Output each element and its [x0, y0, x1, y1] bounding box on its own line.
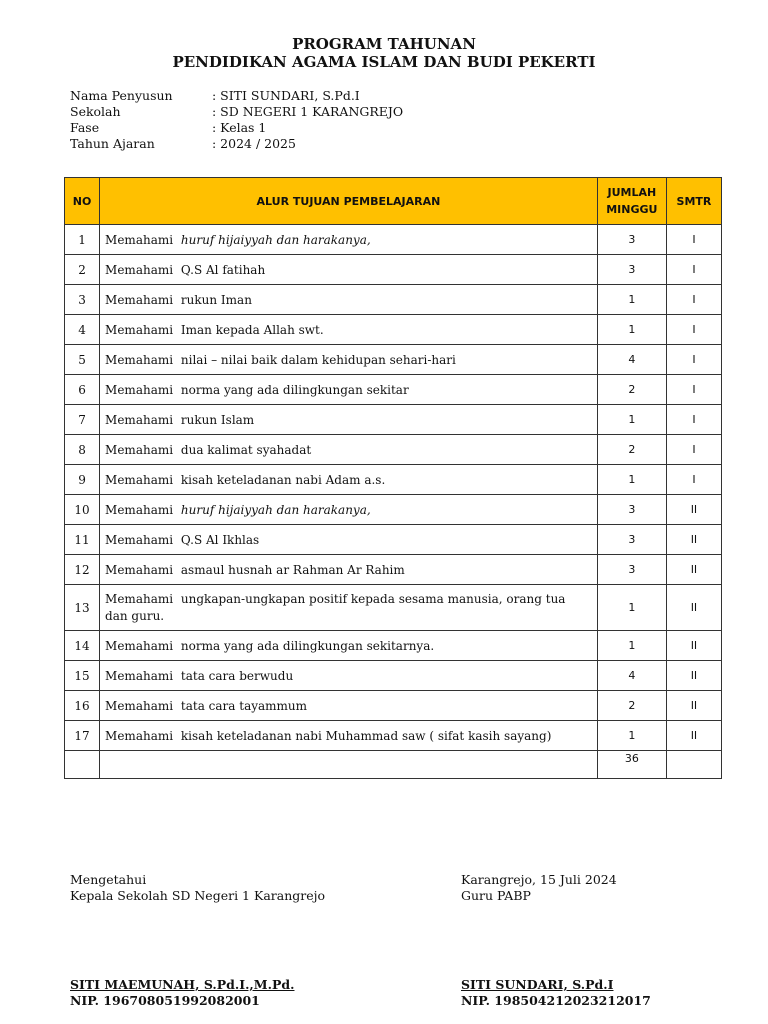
- row-semester: II: [666, 721, 721, 751]
- row-topic: Q.S Al fatihah: [180, 262, 266, 277]
- row-topic: Iman kepada Allah swt.: [180, 322, 324, 337]
- row-number: 5: [65, 345, 100, 375]
- row-topic: huruf hijaiyyah dan harakanya,: [180, 232, 371, 247]
- row-semester: II: [666, 631, 721, 661]
- right-signer-nip: NIP. 198504212023212017: [461, 993, 651, 1008]
- row-prefix: Memahami: [105, 412, 174, 427]
- left-caption: Mengetahui: [70, 872, 147, 887]
- row-description: [100, 495, 598, 525]
- row-semester: I: [666, 465, 721, 495]
- row-prefix: Memahami: [105, 638, 174, 653]
- row-number: 2: [65, 255, 100, 285]
- row-prefix: Memahami: [105, 232, 174, 247]
- table-row: [65, 405, 722, 435]
- row-prefix: Memahami: [105, 472, 174, 487]
- row-jumlah-minggu: 2: [597, 691, 666, 721]
- row-number: 14: [65, 631, 100, 661]
- total-empty-smtr: [666, 751, 721, 779]
- row-description: [100, 721, 598, 751]
- row-prefix: Memahami: [105, 562, 174, 577]
- document-subtitle: PENDIDIKAN AGAMA ISLAM DAN BUDI PEKERTI: [172, 53, 596, 71]
- row-topic: ungkapan-ungkapan positif kepada sesama manusia, orang tua dan guru.: [105, 591, 566, 623]
- row-semester: II: [666, 495, 721, 525]
- row-topic: tata cara berwudu: [180, 668, 294, 683]
- header-no: NO: [65, 178, 100, 225]
- meta-label: Nama Penyusun: [70, 88, 173, 103]
- meta-row: [70, 88, 403, 104]
- meta-label: Tahun Ajaran: [70, 136, 155, 151]
- row-description: [100, 375, 598, 405]
- row-number: 8: [65, 435, 100, 465]
- row-description: [100, 555, 598, 585]
- table-row: [65, 661, 722, 691]
- row-number: 6: [65, 375, 100, 405]
- row-topic: nilai – nilai baik dalam kehidupan sehari-hari: [180, 352, 456, 367]
- right-signer-name: SITI SUNDARI, S.Pd.I: [461, 977, 614, 992]
- table-row: [65, 691, 722, 721]
- row-number: 3: [65, 285, 100, 315]
- row-jumlah-minggu: 3: [597, 495, 666, 525]
- row-prefix: Memahami: [105, 698, 174, 713]
- row-number: 17: [65, 721, 100, 751]
- table-row: [65, 375, 722, 405]
- row-jumlah-minggu: 3: [597, 555, 666, 585]
- table-row: [65, 555, 722, 585]
- row-prefix: Memahami: [105, 352, 174, 367]
- row-semester: II: [666, 555, 721, 585]
- total-empty-desc: [100, 751, 598, 779]
- meta-label: Fase: [70, 120, 100, 135]
- row-prefix: Memahami: [105, 532, 174, 547]
- table-body: [65, 225, 722, 779]
- row-topic: Q.S Al Ikhlas: [180, 532, 260, 547]
- row-jumlah-minggu: 2: [597, 375, 666, 405]
- row-description: [100, 285, 598, 315]
- table-row: [65, 435, 722, 465]
- row-prefix: Memahami: [105, 442, 174, 457]
- row-jumlah-minggu: 3: [597, 225, 666, 255]
- table-row: [65, 525, 722, 555]
- row-description: [100, 345, 598, 375]
- table-row: [65, 465, 722, 495]
- meta-row: [70, 104, 403, 120]
- row-jumlah-minggu: 1: [597, 585, 666, 631]
- header-semester: SMTR: [666, 178, 721, 225]
- row-prefix: Memahami: [105, 382, 174, 397]
- row-topic: asmaul husnah ar Rahman Ar Rahim: [180, 562, 405, 577]
- signature-right-name-block: [461, 977, 651, 1009]
- meta-value: : Kelas 1: [212, 120, 267, 135]
- row-prefix: Memahami: [105, 591, 174, 606]
- meta-row: [70, 120, 403, 136]
- row-description: [100, 405, 598, 435]
- table-row: [65, 345, 722, 375]
- meta-value: : SITI SUNDARI, S.Pd.I: [212, 88, 360, 103]
- row-number: 13: [65, 585, 100, 631]
- left-position: Kepala Sekolah SD Negeri 1 Karangrejo: [70, 888, 326, 903]
- table-row: [65, 631, 722, 661]
- row-topic: rukun Iman: [180, 292, 252, 307]
- header-jumlah-line1: JUMLAH: [607, 186, 657, 199]
- meta-info: [70, 88, 403, 152]
- row-number: 9: [65, 465, 100, 495]
- row-semester: I: [666, 375, 721, 405]
- row-jumlah-minggu: 1: [597, 315, 666, 345]
- row-topic: huruf hijaiyyah dan harakanya,: [180, 502, 371, 517]
- row-jumlah-minggu: 1: [597, 721, 666, 751]
- table-row: [65, 721, 722, 751]
- right-place-date: Karangrejo, 15 Juli 2024: [461, 872, 617, 887]
- signature-left-name-block: [70, 977, 294, 1009]
- row-jumlah-minggu: 3: [597, 255, 666, 285]
- row-semester: II: [666, 661, 721, 691]
- row-description: [100, 225, 598, 255]
- row-prefix: Memahami: [105, 668, 174, 683]
- row-jumlah-minggu: 1: [597, 631, 666, 661]
- row-number: 16: [65, 691, 100, 721]
- row-description: [100, 691, 598, 721]
- row-topic: kisah keteladanan nabi Muhammad saw ( sifat kasih sayang): [180, 728, 552, 743]
- row-semester: I: [666, 225, 721, 255]
- row-prefix: Memahami: [105, 322, 174, 337]
- table-row: [65, 285, 722, 315]
- meta-value: : SD NEGERI 1 KARANGREJO: [212, 104, 404, 119]
- table-header-row: [65, 178, 722, 225]
- document-title: PROGRAM TAHUNAN: [292, 35, 476, 53]
- row-semester: I: [666, 345, 721, 375]
- row-semester: II: [666, 525, 721, 555]
- header-jumlah-line2: MINGGU: [606, 203, 658, 216]
- table-row: [65, 495, 722, 525]
- row-topic: norma yang ada dilingkungan sekitar: [180, 382, 409, 397]
- row-semester: I: [666, 285, 721, 315]
- row-topic: rukun Islam: [180, 412, 255, 427]
- row-number: 10: [65, 495, 100, 525]
- total-empty-no: [65, 751, 100, 779]
- meta-value: : 2024 / 2025: [212, 136, 296, 151]
- row-prefix: Memahami: [105, 262, 174, 277]
- row-jumlah-minggu: 1: [597, 405, 666, 435]
- signature-left-block: [70, 872, 325, 904]
- row-jumlah-minggu: 2: [597, 435, 666, 465]
- row-description: [100, 661, 598, 691]
- row-semester: II: [666, 691, 721, 721]
- row-jumlah-minggu: 1: [597, 465, 666, 495]
- row-description: [100, 525, 598, 555]
- row-description: [100, 255, 598, 285]
- row-description: [100, 435, 598, 465]
- table-row: [65, 315, 722, 345]
- table-total-row: [65, 751, 722, 779]
- row-jumlah-minggu: 4: [597, 345, 666, 375]
- header-jumlah-minggu: [597, 178, 666, 225]
- row-jumlah-minggu: 4: [597, 661, 666, 691]
- total-minggu: 36: [597, 751, 666, 779]
- row-description: [100, 585, 598, 631]
- table-row: [65, 585, 722, 631]
- left-signer-name: SITI MAEMUNAH, S.Pd.I.,M.Pd.: [70, 977, 295, 992]
- program-table: [64, 177, 722, 779]
- table-row: [65, 255, 722, 285]
- header-alur-tujuan: ALUR TUJUAN PEMBELAJARAN: [100, 178, 598, 225]
- row-semester: I: [666, 435, 721, 465]
- row-number: 7: [65, 405, 100, 435]
- row-topic: norma yang ada dilingkungan sekitarnya.: [180, 638, 435, 653]
- row-number: 12: [65, 555, 100, 585]
- row-topic: tata cara tayammum: [180, 698, 308, 713]
- row-description: [100, 631, 598, 661]
- row-prefix: Memahami: [105, 502, 174, 517]
- meta-label: Sekolah: [70, 104, 121, 119]
- right-position: Guru PABP: [461, 888, 531, 903]
- row-number: 15: [65, 661, 100, 691]
- row-semester: I: [666, 315, 721, 345]
- row-semester: I: [666, 405, 721, 435]
- row-description: [100, 315, 598, 345]
- signature-right-block: [461, 872, 617, 904]
- row-jumlah-minggu: 3: [597, 525, 666, 555]
- row-number: 11: [65, 525, 100, 555]
- row-prefix: Memahami: [105, 728, 174, 743]
- meta-row: [70, 136, 403, 152]
- row-semester: II: [666, 585, 721, 631]
- table-row: [65, 225, 722, 255]
- row-prefix: Memahami: [105, 292, 174, 307]
- left-signer-nip: NIP. 196708051992082001: [70, 993, 260, 1008]
- row-number: 4: [65, 315, 100, 345]
- row-semester: I: [666, 255, 721, 285]
- row-number: 1: [65, 225, 100, 255]
- row-topic: dua kalimat syahadat: [180, 442, 312, 457]
- row-description: [100, 465, 598, 495]
- row-topic: kisah keteladanan nabi Adam a.s.: [180, 472, 386, 487]
- row-jumlah-minggu: 1: [597, 285, 666, 315]
